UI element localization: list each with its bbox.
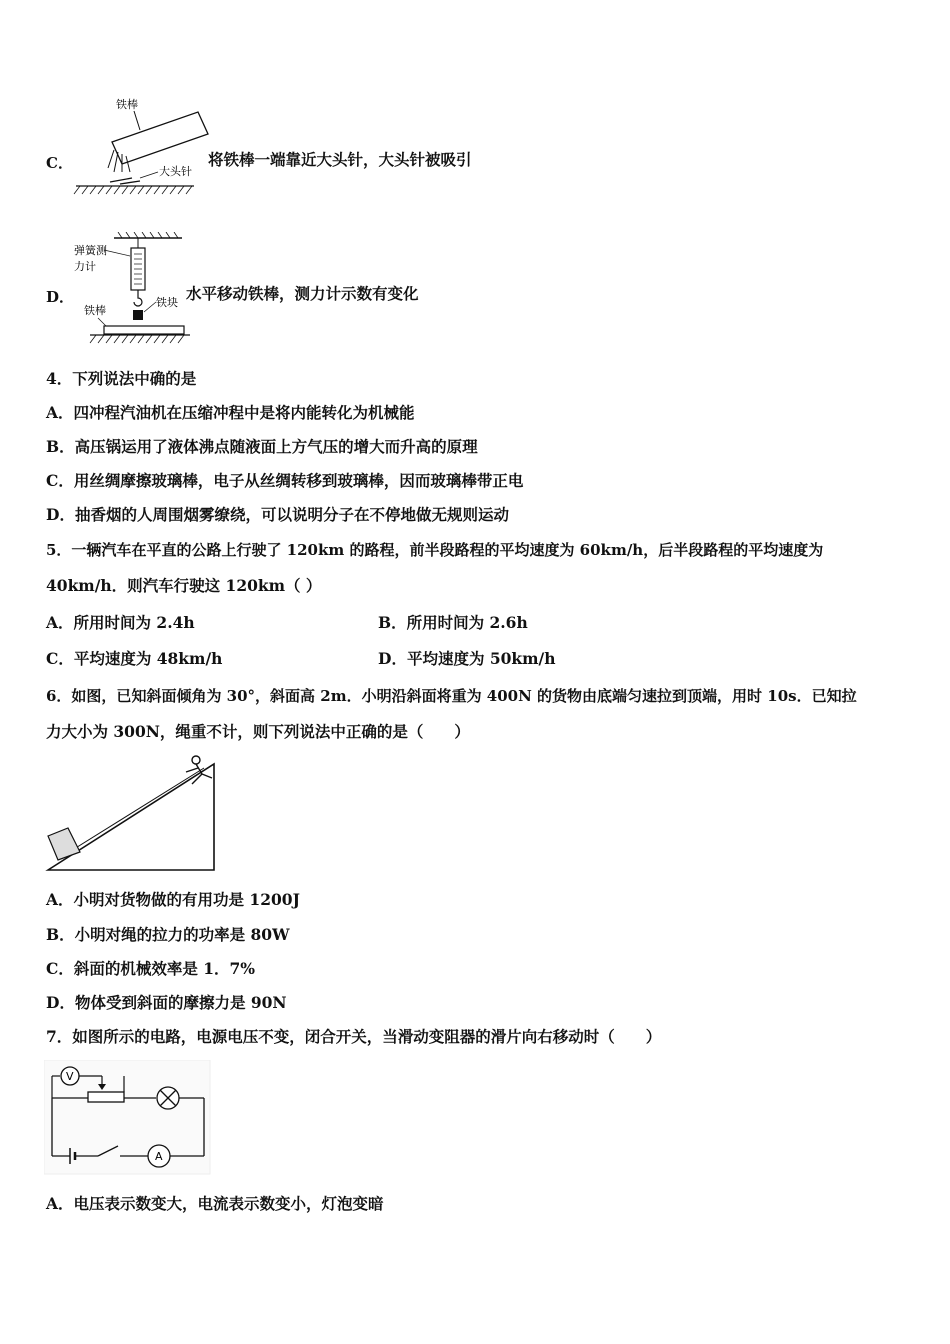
q6-stem-line1: 6．如图，已知斜面倾角为 30°，斜面高 2m．小明沿斜面将重为 400N 的货物由底端匀速拉到顶端，用时 10s．已知拉 (46, 687, 857, 705)
incline-figure (44, 754, 219, 874)
q6-option-b: B．小明对绳的拉力的功率是 80W (46, 925, 290, 944)
rod-label-d: 铁棒 (84, 304, 106, 317)
spring-scale-figure (70, 232, 190, 347)
q5-option-c: C．平均速度为 48km/h (46, 649, 223, 668)
q5-stem-line2: 40km/h．则汽车行驶这 120km（ ） (46, 576, 322, 595)
rheostat (88, 1092, 124, 1102)
q5-option-a: A．所用时间为 2.4h (46, 613, 195, 632)
q7-option-a: A．电压表示数变大，电流表示数变小，灯泡变暗 (46, 1194, 384, 1213)
q4-option-d: D．抽香烟的人周围烟雾缭绕，可以说明分子在不停地做无规则运动 (46, 505, 509, 524)
q6-option-c: C．斜面的机械效率是 1．7% (46, 959, 256, 978)
meter-label-2: 力计 (74, 260, 96, 273)
q4-option-b: B．高压锅运用了液体沸点随液面上方气压的增大而升高的原理 (46, 437, 478, 456)
rod-label: 铁棒 (116, 98, 138, 111)
iron-block (133, 310, 143, 320)
ammeter-label: A (155, 1150, 163, 1163)
option-c-letter: C． (46, 154, 73, 172)
voltmeter-label: V (66, 1070, 74, 1083)
q4-option-a: A．四冲程汽油机在压缩冲程中是将内能转化为机械能 (46, 403, 415, 422)
circuit-figure (44, 1060, 212, 1176)
block-label: 铁块 (156, 296, 178, 309)
q6-option-a: A．小明对货物做的有用功是 1200J (46, 890, 300, 909)
pin-label: 大头针 (159, 165, 192, 178)
cargo-box (48, 828, 80, 860)
option-d-text: 水平移动铁棒，测力计示数有变化 (186, 284, 419, 303)
option-d-letter: D． (46, 288, 75, 306)
q5-stem-line1: 5．一辆汽车在平直的公路上行驶了 120km 的路程，前半段路程的平均速度为 60km/h，后半段路程的平均速度为 (46, 541, 824, 559)
q6-stem-line2: 力大小为 300N，绳重不计，则下列说法中正确的是（ ） (46, 722, 470, 741)
rope (66, 768, 204, 854)
q5-option-d: D．平均速度为 50km/h (378, 649, 556, 668)
magnet-rod-pin-figure (70, 92, 210, 204)
meter-label-1: 弹簧测 (74, 244, 107, 257)
iron-rod-d (104, 326, 184, 334)
q7-stem: 7．如图所示的电路，电源电压不变，闭合开关，当滑动变阻器的滑片向右移动时（ ） (46, 1027, 662, 1046)
q5-option-b: B．所用时间为 2.6h (378, 613, 528, 632)
q6-option-d: D．物体受到斜面的摩擦力是 90N (46, 993, 287, 1012)
option-c-text: 将铁棒一端靠近大头针，大头针被吸引 (208, 150, 472, 169)
q4-option-c: C．用丝绸摩擦玻璃棒，电子从丝绸转移到玻璃棒，因而玻璃棒带正电 (46, 471, 524, 490)
q4-stem: 4．下列说法中确的是 (46, 369, 197, 388)
